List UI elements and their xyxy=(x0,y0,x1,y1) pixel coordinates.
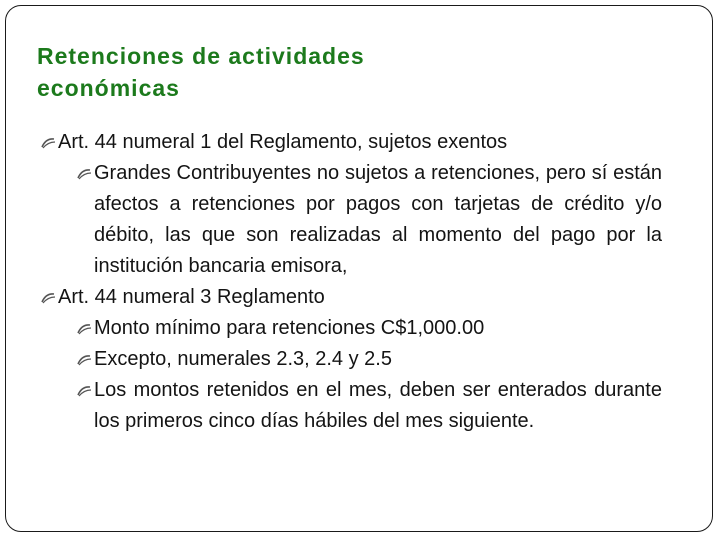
bullet-text: Monto mínimo para retenciones C$1,000.00 xyxy=(94,317,485,339)
slide-frame xyxy=(5,5,713,532)
bullet-item xyxy=(39,127,664,158)
bullet-text: Excepto, numerales 2.3, 2.4 y 2.5 xyxy=(94,348,392,370)
bullet-text: Art. 44 numeral 1 del Reglamento, sujetos exentos xyxy=(58,131,508,153)
arc-bullet-icon xyxy=(76,353,92,367)
bullet-item xyxy=(39,344,664,375)
arc-bullet-icon xyxy=(76,322,92,336)
slide-title: Retenciones de actividades económicas xyxy=(37,43,365,101)
arc-bullet-icon xyxy=(76,384,92,398)
arc-bullet-icon xyxy=(40,136,56,150)
bullet-list xyxy=(39,127,664,437)
bullet-item xyxy=(39,282,664,313)
bullet-item xyxy=(39,375,664,437)
bullet-text: Grandes Contribuyentes no sujetos a retenciones, pero sí están afectos a retenciones por pagos con tarjetas de crédito y/o débito, las que son realizadas al momento del pago por la institución bancaria emisora, xyxy=(94,162,662,277)
bullet-item xyxy=(39,158,664,282)
arc-bullet-icon xyxy=(76,167,92,181)
arc-bullet-icon xyxy=(40,291,56,305)
bullet-text: Los montos retenidos en el mes, deben ser enterados durante los primeros cinco días hábiles del mes siguiente. xyxy=(94,379,662,432)
bullet-item xyxy=(39,313,664,344)
bullet-text: Art. 44 numeral 3 Reglamento xyxy=(58,286,325,308)
